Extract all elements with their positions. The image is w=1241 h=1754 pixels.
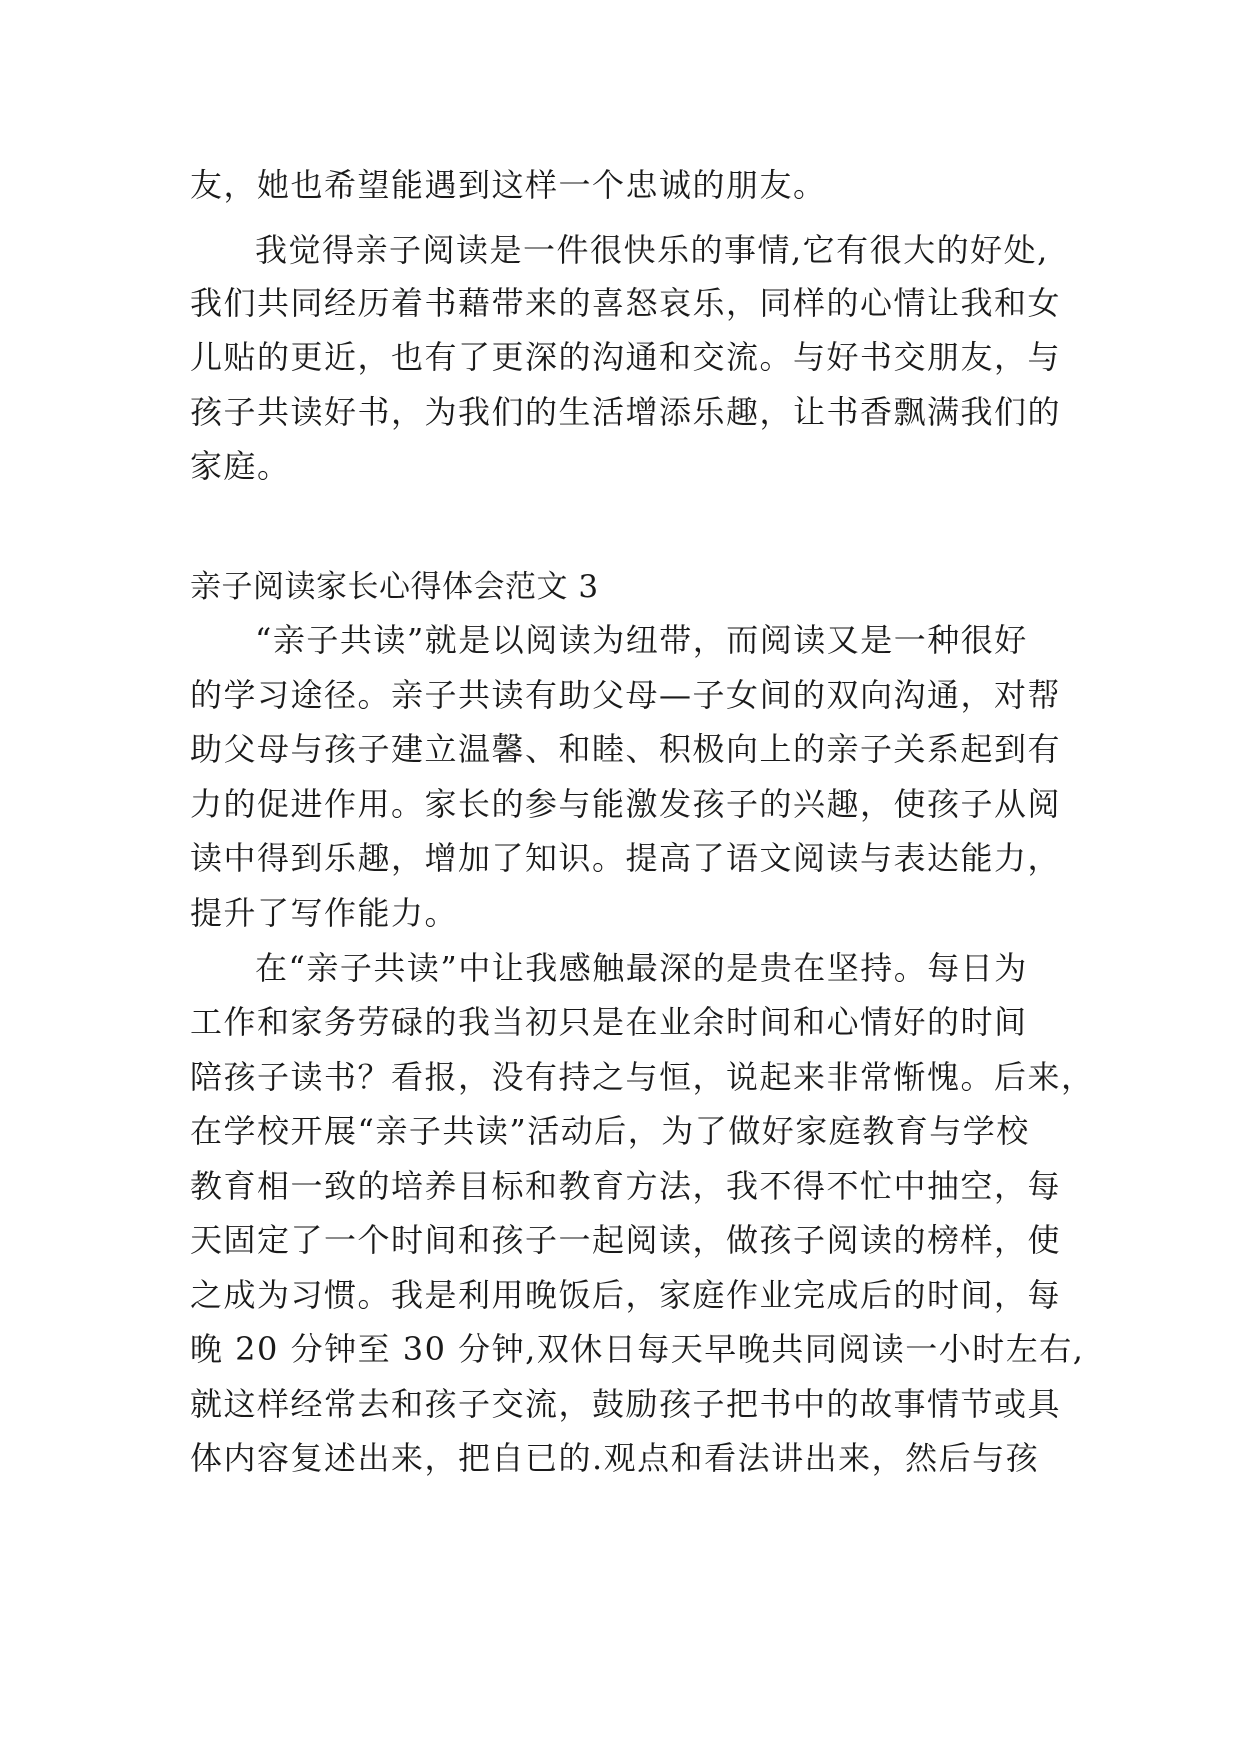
- paragraph-line: 我觉得亲子阅读是一件很快乐的事情,它有很大的好处,: [255, 231, 1049, 269]
- paragraph-line: 体内容复述出来，把自已的.观点和看法讲出来，然后与孩: [190, 1439, 1040, 1477]
- paragraph-line: 读中得到乐趣，增加了知识。提高了语文阅读与表达能力，: [190, 839, 1062, 877]
- paragraph-line: 我们共同经历着书藉带来的喜怒哀乐，同样的心情让我和女: [190, 284, 1062, 322]
- paragraph-line: 天固定了一个时间和孩子一起阅读，做孩子阅读的榜样，使: [190, 1221, 1062, 1259]
- paragraph-line: 力的促进作用。家长的参与能激发孩子的兴趣，使孩子从阅: [190, 785, 1062, 823]
- paragraph-line: “亲子共读”就是以阅读为纽带，而阅读又是一种很好: [255, 621, 1028, 659]
- paragraph-line: 就这样经常去和孩子交流，鼓励孩子把书中的故事情节或具: [190, 1385, 1062, 1423]
- paragraph-line: 孩子共读好书，为我们的生活增添乐趣，让书香飘满我们的: [190, 393, 1062, 431]
- paragraph-line: 家庭。: [190, 447, 291, 485]
- paragraph-line: 的学习途径。亲子共读有助父母—子女间的双向沟通，对帮: [190, 676, 1062, 714]
- paragraph-line: 在学校开展“亲子共读”活动后，为了做好家庭教育与学校: [190, 1112, 1030, 1150]
- section-heading: 亲子阅读家长心得体会范文 3: [190, 569, 599, 605]
- paragraph-line: 在“亲子共读”中让我感触最深的是贵在坚持。每日为: [255, 949, 1028, 987]
- paragraph-line: 友，她也希望能遇到这样一个忠诚的朋友。: [190, 166, 827, 204]
- paragraph-line: 助父母与孩子建立温馨、和睦、积极向上的亲子关系起到有: [190, 730, 1062, 768]
- paragraph-line: 提升了写作能力。: [190, 894, 459, 932]
- paragraph-line: 之成为习惯。我是利用晚饭后，家庭作业完成后的时间，每: [190, 1276, 1062, 1314]
- paragraph-line: 晚 20 分钟至 30 分钟,双休日每天早晚共同阅读一小时左右,: [190, 1330, 1085, 1368]
- paragraph-line: 儿贴的更近，也有了更深的沟通和交流。与好书交朋友，与: [190, 338, 1062, 376]
- paragraph-line: 教育相一致的培养目标和教育方法，我不得不忙中抽空，每: [190, 1167, 1062, 1205]
- paragraph-line: 陪孩子读书？看报，没有持之与恒，说起来非常惭愧。后来，: [190, 1058, 1095, 1096]
- paragraph-line: 工作和家务劳碌的我当初只是在业余时间和心情好的时间: [190, 1003, 1028, 1041]
